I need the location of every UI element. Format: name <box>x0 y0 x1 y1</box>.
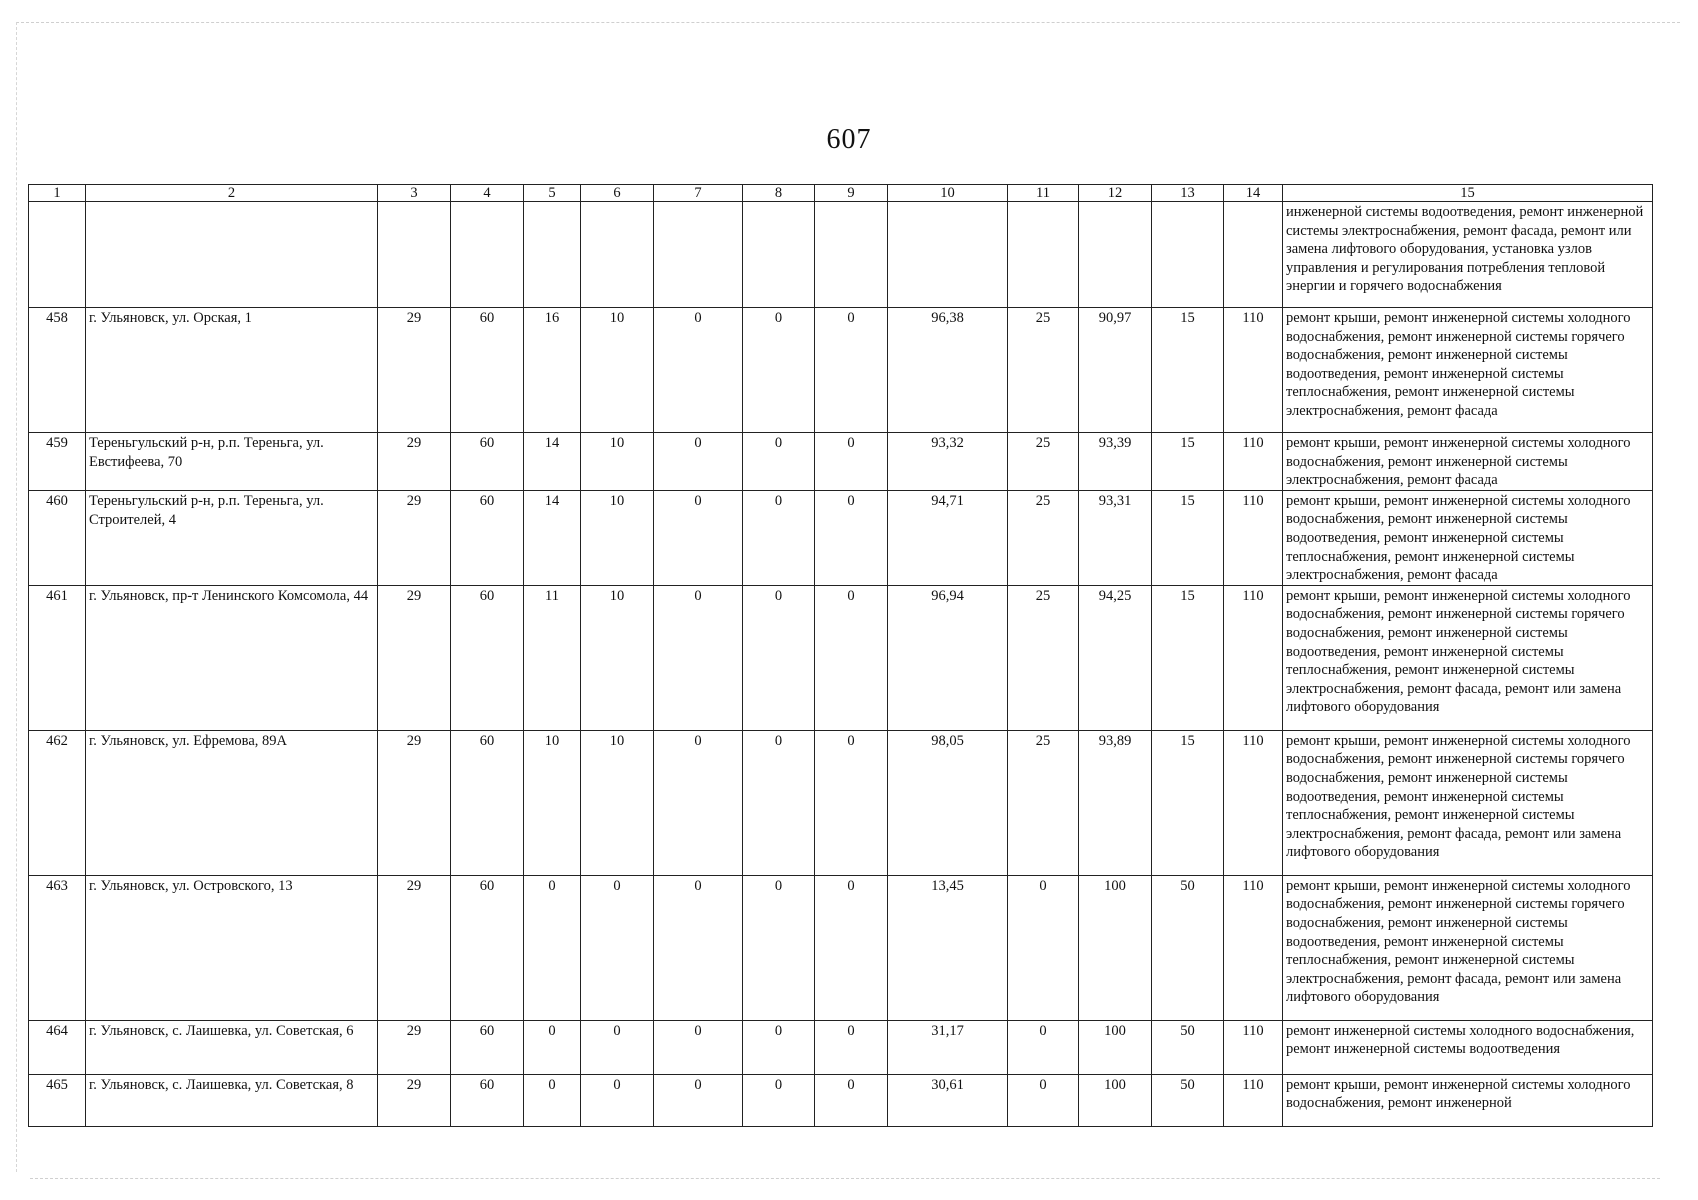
value-cell-col-13: 15 <box>1152 308 1224 433</box>
value-cell-col-12: 93,39 <box>1079 433 1152 491</box>
value-cell-col-3: 29 <box>378 1074 451 1126</box>
value-cell-col-7: 0 <box>654 433 743 491</box>
value-cell-col-7: 0 <box>654 1074 743 1126</box>
value-cell-col-10: 96,94 <box>888 585 1008 730</box>
value-cell-col-7: 0 <box>654 875 743 1020</box>
value-cell-col-9: 0 <box>815 730 888 875</box>
value-cell-col-8: 0 <box>743 490 815 585</box>
address-cell: г. Ульяновск, с. Лаишевка, ул. Советская, 6 <box>86 1020 378 1074</box>
value-cell-col-5: 0 <box>524 875 581 1020</box>
value-cell-col-12: 100 <box>1079 875 1152 1020</box>
page-number: 607 <box>826 124 872 155</box>
value-cell-col-7: 0 <box>654 490 743 585</box>
value-cell-col-4: 60 <box>451 433 524 491</box>
value-cell-col-12: 94,25 <box>1079 585 1152 730</box>
value-cell-col-11: 0 <box>1008 1074 1079 1126</box>
table-row <box>29 1074 1653 1126</box>
row-number-cell: 464 <box>29 1020 86 1074</box>
column-header: 5 <box>524 185 581 202</box>
value-cell-col-7: 0 <box>654 730 743 875</box>
row-number-cell: 463 <box>29 875 86 1020</box>
scan-border-top <box>16 22 1680 23</box>
column-header: 2 <box>86 185 378 202</box>
value-cell-col-9: 0 <box>815 585 888 730</box>
value-cell-col-3: 29 <box>378 730 451 875</box>
value-cell-col-9: 0 <box>815 1020 888 1074</box>
value-cell-col-8: 0 <box>743 730 815 875</box>
value-cell-col-13: 15 <box>1152 730 1224 875</box>
table-row <box>29 1020 1653 1074</box>
value-cell-col-3: 29 <box>378 433 451 491</box>
value-cell-col-12: 100 <box>1079 1074 1152 1126</box>
value-cell-col-3: 29 <box>378 875 451 1020</box>
row-number-cell: 460 <box>29 490 86 585</box>
value-cell-col-9: 0 <box>815 490 888 585</box>
value-cell-col-4: 60 <box>451 1020 524 1074</box>
value-cell-col-11: 25 <box>1008 585 1079 730</box>
column-header: 10 <box>888 185 1008 202</box>
row-number-cell: 458 <box>29 308 86 433</box>
value-cell-col-14: 110 <box>1224 585 1283 730</box>
column-number-header <box>29 185 1653 202</box>
value-cell-col-12: 93,31 <box>1079 490 1152 585</box>
scan-border-left <box>16 22 17 1172</box>
value-cell-col-7: 0 <box>654 308 743 433</box>
value-cell-col-4: 60 <box>451 585 524 730</box>
column-header: 15 <box>1283 185 1653 202</box>
value-cell-col-8: 0 <box>743 1020 815 1074</box>
scan-border-bottom <box>30 1178 1660 1179</box>
value-cell-col-14: 110 <box>1224 308 1283 433</box>
value-cell-col-3: 29 <box>378 308 451 433</box>
address-cell: г. Ульяновск, с. Лаишевка, ул. Советская, 8 <box>86 1074 378 1126</box>
value-cell-col-10: 98,05 <box>888 730 1008 875</box>
value-cell-col-3: 29 <box>378 1020 451 1074</box>
value-cell-col-12: 93,89 <box>1079 730 1152 875</box>
column-header: 3 <box>378 185 451 202</box>
value-cell-col-9: 0 <box>815 1074 888 1126</box>
value-cell-col-10: 31,17 <box>888 1020 1008 1074</box>
value-cell-col-11: 25 <box>1008 433 1079 491</box>
row-number-cell: 461 <box>29 585 86 730</box>
table-cell <box>581 202 654 308</box>
table-cell <box>888 202 1008 308</box>
value-cell-col-7: 0 <box>654 585 743 730</box>
value-cell-col-13: 50 <box>1152 1020 1224 1074</box>
row-number-cell: 459 <box>29 433 86 491</box>
column-header: 4 <box>451 185 524 202</box>
works-cell: ремонт крыши, ремонт инженерной системы холодного водоснабжения, ремонт инженерной системы водоотведения, ремонт инженерной системы теплоснабжения, ремонт инженерной системы электроснабжения, ремонт фасада <box>1283 490 1653 585</box>
column-header: 13 <box>1152 185 1224 202</box>
value-cell-col-14: 110 <box>1224 1020 1283 1074</box>
row-number-cell: 465 <box>29 1074 86 1126</box>
value-cell-col-5: 10 <box>524 730 581 875</box>
carryover-row <box>29 202 1653 308</box>
value-cell-col-6: 10 <box>581 433 654 491</box>
table-cell <box>1008 202 1079 308</box>
value-cell-col-11: 0 <box>1008 875 1079 1020</box>
value-cell-col-14: 110 <box>1224 875 1283 1020</box>
table-cell <box>654 202 743 308</box>
table-cell <box>1079 202 1152 308</box>
value-cell-col-13: 15 <box>1152 433 1224 491</box>
value-cell-col-9: 0 <box>815 875 888 1020</box>
data-table <box>28 184 1653 1127</box>
value-cell-col-13: 50 <box>1152 1074 1224 1126</box>
value-cell-col-8: 0 <box>743 875 815 1020</box>
works-cell: ремонт крыши, ремонт инженерной системы холодного водоснабжения, ремонт инженерной системы горячего водоснабжения, ремонт инженерной системы водоотведения, ремонт инженерной системы теплоснабжения, ремонт инженерной системы электроснабжения, ремонт фасада, ремонт или замена лифтового оборудования <box>1283 875 1653 1020</box>
value-cell-col-8: 0 <box>743 433 815 491</box>
works-cell: ремонт инженерной системы холодного водоснабжения, ремонт инженерной системы водоотведения <box>1283 1020 1653 1074</box>
value-cell-col-3: 29 <box>378 490 451 585</box>
value-cell-col-11: 25 <box>1008 308 1079 433</box>
table-cell <box>86 202 378 308</box>
value-cell-col-14: 110 <box>1224 433 1283 491</box>
value-cell-col-11: 0 <box>1008 1020 1079 1074</box>
column-header: 11 <box>1008 185 1079 202</box>
value-cell-col-9: 0 <box>815 433 888 491</box>
table-cell <box>1224 202 1283 308</box>
value-cell-col-7: 0 <box>654 1020 743 1074</box>
value-cell-col-5: 0 <box>524 1020 581 1074</box>
value-cell-col-6: 0 <box>581 875 654 1020</box>
value-cell-col-6: 10 <box>581 308 654 433</box>
address-cell: г. Ульяновск, ул. Ефремова, 89А <box>86 730 378 875</box>
value-cell-col-14: 110 <box>1224 1074 1283 1126</box>
table-cell <box>815 202 888 308</box>
value-cell-col-9: 0 <box>815 308 888 433</box>
value-cell-col-6: 10 <box>581 730 654 875</box>
table-cell <box>378 202 451 308</box>
value-cell-col-3: 29 <box>378 585 451 730</box>
column-header: 7 <box>654 185 743 202</box>
column-header: 9 <box>815 185 888 202</box>
value-cell-col-6: 10 <box>581 490 654 585</box>
table-row <box>29 585 1653 730</box>
value-cell-col-12: 90,97 <box>1079 308 1152 433</box>
value-cell-col-5: 16 <box>524 308 581 433</box>
value-cell-col-4: 60 <box>451 308 524 433</box>
address-cell: Тереньгульский р-н, р.п. Тереньга, ул. Евстифеева, 70 <box>86 433 378 491</box>
table-cell <box>1152 202 1224 308</box>
table-row <box>29 433 1653 491</box>
table-cell <box>524 202 581 308</box>
works-cell: ремонт крыши, ремонт инженерной системы холодного водоснабжения, ремонт инженерной системы электроснабжения, ремонт фасада <box>1283 433 1653 491</box>
value-cell-col-13: 15 <box>1152 585 1224 730</box>
address-cell: г. Ульяновск, ул. Островского, 13 <box>86 875 378 1020</box>
value-cell-col-5: 14 <box>524 433 581 491</box>
value-cell-col-6: 0 <box>581 1020 654 1074</box>
row-number-cell: 462 <box>29 730 86 875</box>
value-cell-col-4: 60 <box>451 490 524 585</box>
value-cell-col-11: 25 <box>1008 490 1079 585</box>
value-cell-col-10: 13,45 <box>888 875 1008 1020</box>
value-cell-col-5: 14 <box>524 490 581 585</box>
table-row <box>29 308 1653 433</box>
table-cell <box>29 202 86 308</box>
value-cell-col-13: 15 <box>1152 490 1224 585</box>
table-row <box>29 490 1653 585</box>
value-cell-col-10: 94,71 <box>888 490 1008 585</box>
value-cell-col-14: 110 <box>1224 730 1283 875</box>
works-cell: инженерной системы водоотведения, ремонт инженерной системы электроснабжения, ремонт фасада, ремонт или замена лифтового оборудования, установка узлов управления и регулирования потребления тепловой энергии и горячего водоснабжения <box>1283 202 1653 308</box>
works-cell: ремонт крыши, ремонт инженерной системы холодного водоснабжения, ремонт инженерной <box>1283 1074 1653 1126</box>
works-cell: ремонт крыши, ремонт инженерной системы холодного водоснабжения, ремонт инженерной системы горячего водоснабжения, ремонт инженерной системы водоотведения, ремонт инженерной системы теплоснабжения, ремонт инженерной системы электроснабжения, ремонт фасада <box>1283 308 1653 433</box>
column-header: 6 <box>581 185 654 202</box>
value-cell-col-10: 93,32 <box>888 433 1008 491</box>
value-cell-col-4: 60 <box>451 1074 524 1126</box>
value-cell-col-5: 11 <box>524 585 581 730</box>
works-cell: ремонт крыши, ремонт инженерной системы холодного водоснабжения, ремонт инженерной системы горячего водоснабжения, ремонт инженерной системы водоотведения, ремонт инженерной системы теплоснабжения, ремонт инженерной системы электроснабжения, ремонт фасада, ремонт или замена лифтового оборудования <box>1283 585 1653 730</box>
address-cell: г. Ульяновск, пр-т Ленинского Комсомола, 44 <box>86 585 378 730</box>
works-cell: ремонт крыши, ремонт инженерной системы холодного водоснабжения, ремонт инженерной системы горячего водоснабжения, ремонт инженерной системы водоотведения, ремонт инженерной системы теплоснабжения, ремонт инженерной системы электроснабжения, ремонт фасада, ремонт или замена лифтового оборудования <box>1283 730 1653 875</box>
value-cell-col-12: 100 <box>1079 1020 1152 1074</box>
column-header: 14 <box>1224 185 1283 202</box>
value-cell-col-6: 0 <box>581 1074 654 1126</box>
column-header: 1 <box>29 185 86 202</box>
value-cell-col-4: 60 <box>451 730 524 875</box>
table-cell <box>451 202 524 308</box>
value-cell-col-6: 10 <box>581 585 654 730</box>
column-header: 12 <box>1079 185 1152 202</box>
value-cell-col-13: 50 <box>1152 875 1224 1020</box>
value-cell-col-8: 0 <box>743 308 815 433</box>
value-cell-col-5: 0 <box>524 1074 581 1126</box>
value-cell-col-10: 30,61 <box>888 1074 1008 1126</box>
value-cell-col-4: 60 <box>451 875 524 1020</box>
table-cell <box>743 202 815 308</box>
table-row <box>29 730 1653 875</box>
address-cell: г. Ульяновск, ул. Орская, 1 <box>86 308 378 433</box>
value-cell-col-10: 96,38 <box>888 308 1008 433</box>
value-cell-col-8: 0 <box>743 585 815 730</box>
column-header: 8 <box>743 185 815 202</box>
value-cell-col-14: 110 <box>1224 490 1283 585</box>
value-cell-col-8: 0 <box>743 1074 815 1126</box>
address-cell: Тереньгульский р-н, р.п. Тереньга, ул. Строителей, 4 <box>86 490 378 585</box>
table-row <box>29 875 1653 1020</box>
value-cell-col-11: 25 <box>1008 730 1079 875</box>
